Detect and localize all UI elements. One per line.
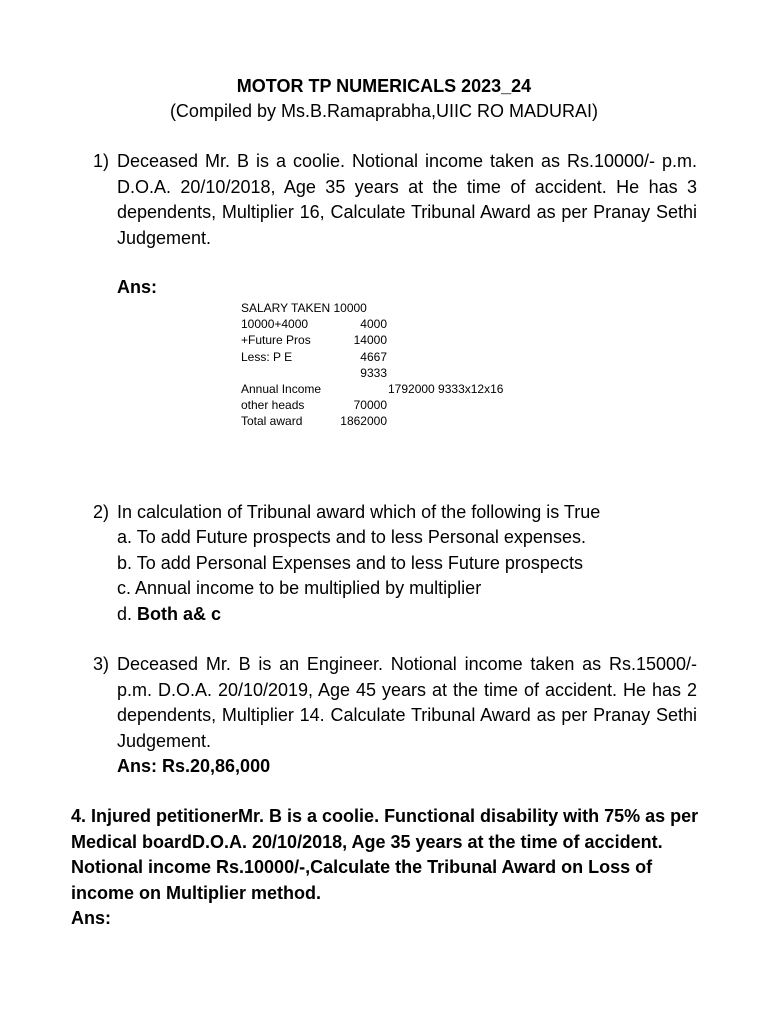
calc-label: Total award	[241, 414, 303, 429]
correct-answer: Both a& c	[137, 604, 222, 624]
option-d	[117, 602, 221, 628]
question-line: Notional income Rs.10000/-,Calculate the Tribunal Award on Loss of	[71, 857, 653, 878]
calc-label: Annual Income	[241, 381, 322, 396]
question-text: In calculation of Tribunal award which of the following is True	[117, 502, 601, 522]
calc-row	[241, 300, 541, 316]
calc-value: 14000	[353, 333, 387, 348]
calc-label: +Future Pros	[241, 333, 311, 348]
calc-row	[241, 413, 541, 429]
calculation-table	[241, 300, 541, 430]
calc-row	[241, 365, 541, 381]
calc-row	[241, 381, 541, 397]
question-line: income on Multiplier method.	[71, 882, 322, 903]
question-text: Deceased Mr. B is an Engineer. Notional income taken as Rs.15000/- p.m. D.O.A. 20/10/2019, Age 45 years at the time of accident. He has 2 dependents, Multiplier 14. Calculate Tribunal Award as per Pranay Sethi Judgement.	[117, 654, 697, 751]
option-a: a. To add Future prospects and to less Personal expenses.	[117, 527, 586, 547]
answer-label: Ans:	[71, 908, 111, 929]
question-line: 4. Injured petitionerMr. B is a coolie. Functional disability with 75% as per	[71, 806, 699, 826]
calc-label: 10000+4000	[241, 317, 309, 332]
question-text: Deceased Mr. B is a coolie. Notional income taken as Rs.10000/- p.m. D.O.A. 20/10/2018, Age 35 years at the time of accident. He has 3 dependents, Multiplier 16, Calculate Tribunal Award as per Pranay Sethi Judgement.	[117, 151, 697, 248]
calc-value: 70000	[353, 398, 387, 413]
question-1	[93, 149, 697, 251]
question-number: 2)	[93, 502, 110, 522]
question-number: 1)	[93, 151, 110, 171]
calc-row	[241, 332, 541, 348]
option-prefix: d.	[117, 604, 138, 624]
answer-label: Ans:	[117, 277, 157, 297]
calc-value-formula: 1792000 9333x12x16	[388, 381, 504, 396]
question-2	[93, 500, 697, 526]
option-c: c. Annual income to be multiplied by multiplier	[117, 578, 482, 598]
calc-row	[241, 316, 541, 332]
document-title: MOTOR TP NUMERICALS 2023_24	[236, 76, 532, 96]
option-b: b. To add Personal Expenses and to less Future prospects	[117, 553, 583, 573]
calc-value: 4000	[360, 317, 387, 332]
calc-row	[241, 397, 541, 413]
question-answer: Ans: Rs.20,86,000	[117, 756, 271, 777]
calc-value: 9333	[360, 365, 387, 380]
question-3	[93, 652, 697, 780]
calc-value: 1862000	[340, 414, 387, 429]
calc-label: Less: P E	[241, 349, 293, 364]
question-4	[71, 804, 711, 932]
question-line: Medical boardD.O.A. 20/10/2018, Age 35 years at the time of accident.	[71, 831, 663, 852]
calc-label: SALARY TAKEN 10000	[241, 301, 367, 315]
calc-row	[241, 349, 541, 365]
calc-label: other heads	[241, 398, 305, 413]
calc-value: 4667	[360, 349, 387, 364]
document-subtitle: (Compiled by Ms.B.Ramaprabha,UIIC RO MADURAI)	[169, 101, 599, 121]
question-number: 3)	[93, 654, 110, 674]
